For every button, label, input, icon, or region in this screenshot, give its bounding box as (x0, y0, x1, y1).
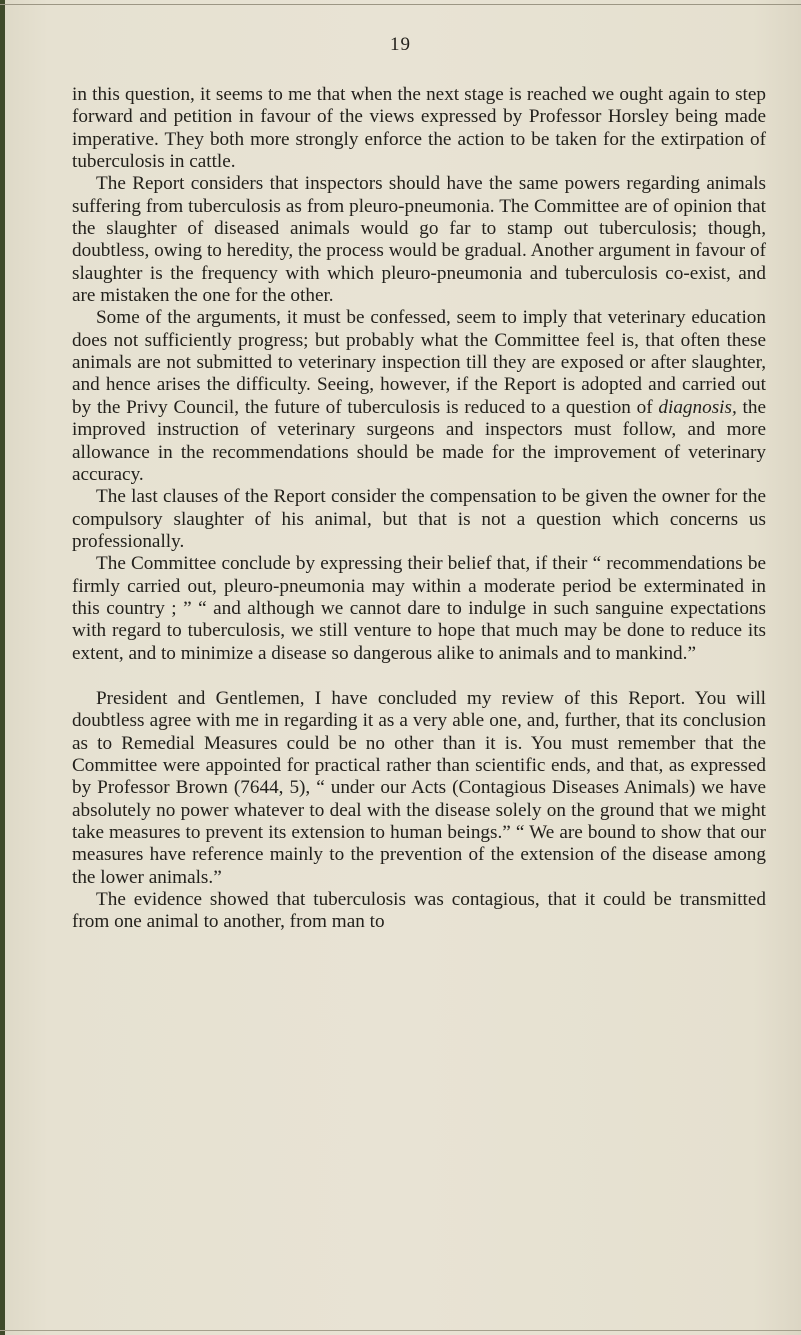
body-text (72, 84, 766, 934)
paragraph-1: in this question, it seems to me that when the next stage is reached we ought again to step forward and petition in favour of the views expressed by Professor Horsley being made imperative. They both more strongly enforce the action to be taken for the extirpation of tuberculosis in cattle. (72, 84, 766, 173)
paragraph-3 (72, 307, 766, 486)
paragraph-6: President and Gentlemen, I have concluded my review of this Report. You will doubtless agree with me in regarding it as a very able one, and, further, that its conclusion as to Remedial Measures could be no other than it is. You must remember that the Committee were appointed for practical rather than scientific ends, and that, as expressed by Professor Brown (7644, 5), “ under our Acts (Contagious Diseases Animals) we have absolutely no power whatever to deal with the disease solely on the ground that we might take measures to prevent its extension to human beings.” “ We are bound to show that our measures have reference mainly to the prevention of the extension of the disease among the lower animals.” (72, 687, 766, 888)
binding-edge (0, 0, 5, 1335)
paragraph-2: The Report considers that inspectors should have the same powers regarding animals suffering from tuberculosis as from pleuro-pneumonia. The Committee are of opinion that the slaughter of diseased animals would go far to stamp out tuberculosis; though, doubtless, owing to heredity, the process would be gradual. Another argument in favour of slaughter is the frequency with which pleuro-pneumonia and tuberculosis co-exist, and are mistaken the one for the other. (72, 173, 766, 307)
paragraph-3-text-after: the improved instruction of veterinary surgeons and inspectors must follow, and more allowance in the recommendations should be made for the improvement of veterinary accuracy. (72, 396, 766, 485)
paragraph-3-text-before: Some of the arguments, it must be confessed, seem to imply that veterinary education does not sufficiently progress; but probably what the Committee feel is, that often these animals are not submitted to veterinary inspection till they are exposed or after slaughter, and hence arises the difficulty. Seeing, however, if the Report is adopted and carried out by the Privy Council, the future of tuberculosis is reduced to a question of (72, 307, 766, 418)
top-page-edge (0, 4, 801, 5)
page-number: 19 (390, 34, 411, 55)
bottom-page-edge (0, 1330, 801, 1331)
paragraph-5: The Committee conclude by expressing their belief that, if their “ recommendations be firmly carried out, pleuro-pneumonia may within a moderate period be exterminated in this country ; ” “ and although we cannot dare to indulge in such sanguine expectations with regard to tuberculosis, we still venture to hope that much may be done to reduce its extent, and to minimize a disease so dangerous alike to animals and to mankind.” (72, 553, 766, 664)
paragraph-7: The evidence showed that tuberculosis was contagious, that it could be transmitted from one animal to another, from man to (72, 889, 766, 933)
diagnosis-emphasis: diagnosis, (658, 396, 737, 418)
paragraph-4: The last clauses of the Report consider the compensation to be given the owner for the compulsory slaughter of his animal, but that is not a question which concerns us professionally. (72, 486, 766, 552)
